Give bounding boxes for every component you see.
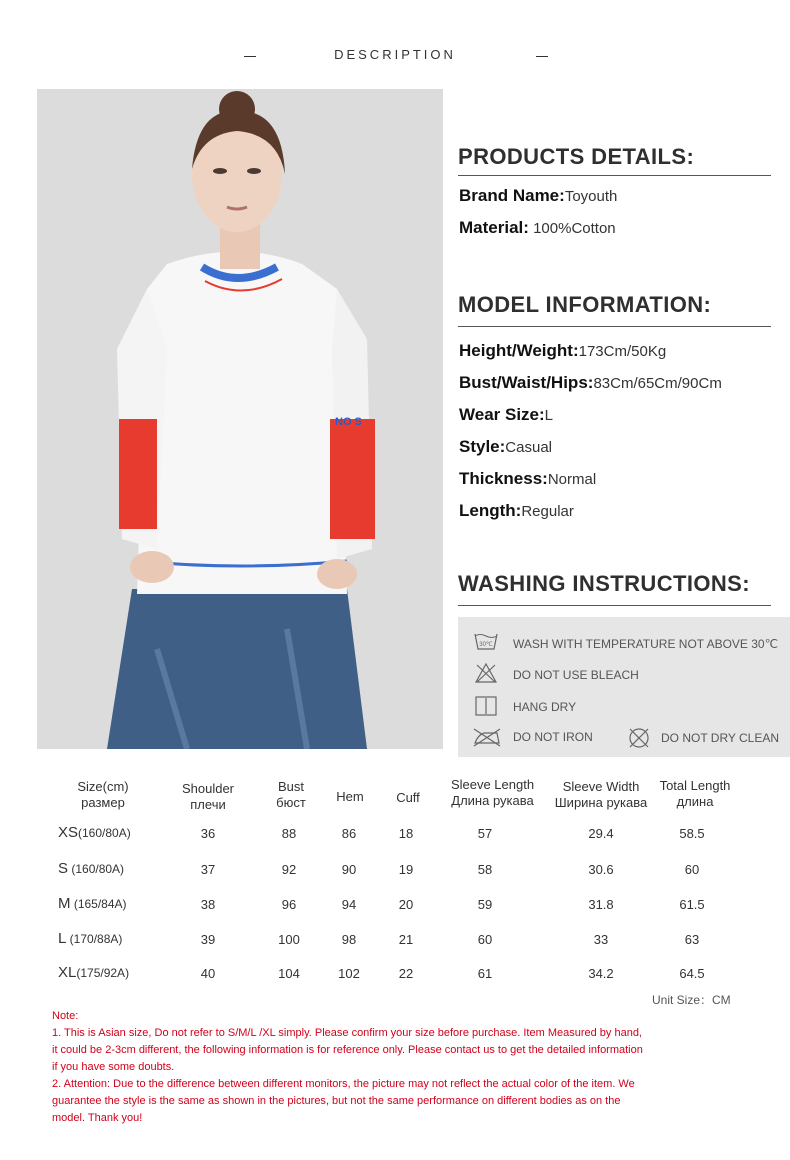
length-value: Regular bbox=[521, 503, 574, 520]
header-size-ru: размер bbox=[81, 795, 125, 810]
header-hem-en: Hem bbox=[336, 789, 364, 804]
description-title: DESCRIPTION bbox=[334, 47, 456, 62]
height-weight-value: 173Cm/50Kg bbox=[578, 343, 667, 360]
thickness-value: Normal bbox=[547, 471, 597, 488]
table-cell: 30.6 bbox=[588, 862, 614, 877]
table-cell: 37 bbox=[200, 862, 216, 877]
model-rule bbox=[458, 326, 771, 327]
no-bleach-icon bbox=[475, 663, 497, 683]
no-iron-label: DO NOT IRON bbox=[513, 730, 593, 744]
table-cell: 102 bbox=[338, 966, 360, 981]
style-value: Casual bbox=[505, 439, 552, 456]
size-label bbox=[58, 895, 127, 912]
table-cell: 20 bbox=[398, 897, 414, 912]
measurements-row bbox=[459, 373, 722, 393]
wear-size-label: Wear Size: bbox=[459, 405, 545, 424]
length-label: Length: bbox=[459, 501, 522, 520]
size-label bbox=[58, 860, 124, 877]
table-cell: 96 bbox=[281, 897, 297, 912]
note-line: model. Thank you! bbox=[52, 1112, 143, 1124]
model-illustration bbox=[37, 89, 443, 749]
table-cell: 36 bbox=[200, 826, 216, 841]
header-hem bbox=[325, 789, 375, 805]
washing-heading: WASHING INSTRUCTIONS: bbox=[458, 571, 750, 596]
no-bleach-label: DO NOT USE BLEACH bbox=[513, 668, 639, 682]
size-code: L bbox=[58, 930, 67, 947]
header-sleeve-length bbox=[440, 777, 545, 809]
washing-panel bbox=[458, 617, 790, 757]
table-cell: 88 bbox=[281, 826, 297, 841]
table-cell: 18 bbox=[398, 826, 414, 841]
height-weight-row bbox=[459, 341, 666, 361]
size-code: XS bbox=[58, 824, 79, 841]
header-bust-en: Bust bbox=[277, 779, 304, 794]
table-cell: 31.8 bbox=[588, 897, 614, 912]
size-label bbox=[58, 824, 131, 841]
header-bust-ru: бюст bbox=[276, 795, 306, 810]
header-total-length bbox=[650, 778, 740, 810]
header-cuff bbox=[383, 790, 433, 806]
header-size-en: Size(cm) bbox=[77, 779, 129, 794]
model-photo bbox=[37, 89, 443, 749]
no-iron-icon bbox=[472, 727, 502, 747]
material-label: Material: bbox=[459, 218, 529, 237]
measurements-label: Bust/Waist/Hips: bbox=[459, 373, 594, 392]
table-cell: 104 bbox=[278, 966, 300, 981]
header-size bbox=[58, 779, 148, 811]
header-shoulder-en: Shoulder bbox=[181, 781, 235, 796]
model-heading: MODEL INFORMATION: bbox=[458, 292, 712, 317]
table-cell: 33 bbox=[593, 932, 609, 947]
size-code: XL bbox=[58, 964, 77, 981]
style-row bbox=[459, 437, 552, 457]
table-cell: 19 bbox=[398, 862, 414, 877]
size-spec: (170/88A) bbox=[66, 932, 123, 946]
thickness-row bbox=[459, 469, 596, 489]
table-cell: 94 bbox=[341, 897, 357, 912]
wash-30-icon bbox=[474, 631, 498, 651]
table-cell: 100 bbox=[278, 932, 300, 947]
header-sleeve-width-en: Sleeve Width bbox=[562, 779, 640, 794]
size-code: M bbox=[58, 895, 71, 912]
table-cell: 58 bbox=[477, 862, 493, 877]
note-line: 2. Attention: Due to the difference between different monitors, the picture may not reflect the actual color of the item. We bbox=[52, 1078, 635, 1090]
unit-size: Unit Size：CM bbox=[652, 993, 731, 1007]
header-cuff-en: Cuff bbox=[396, 790, 420, 805]
table-cell: 21 bbox=[398, 932, 414, 947]
table-cell: 63 bbox=[684, 932, 700, 947]
table-cell: 59 bbox=[477, 897, 493, 912]
header-bust bbox=[260, 779, 322, 811]
size-spec: (160/80A) bbox=[78, 826, 131, 840]
table-cell: 38 bbox=[200, 897, 216, 912]
note-line: it could be 2-3cm different, the following information is for reference only. Please contact us to get the detailed information bbox=[52, 1044, 643, 1056]
no-dry-clean-label: DO NOT DRY CLEAN bbox=[661, 731, 780, 745]
header-sleeve-width bbox=[547, 779, 655, 811]
wash-temp-text: 30℃ bbox=[479, 642, 493, 648]
style-label: Style: bbox=[459, 437, 506, 456]
note-line: if you have some doubts. bbox=[52, 1061, 175, 1073]
table-cell: 92 bbox=[281, 862, 297, 877]
size-spec: (160/80A) bbox=[68, 862, 125, 876]
table-cell: 40 bbox=[200, 966, 216, 981]
header-total-length-ru: длина bbox=[676, 794, 714, 809]
note-line: 1. This is Asian size, Do not refer to S/M/L /XL simply. Please confirm your size before purchase. Item Measured by hand, bbox=[52, 1027, 642, 1039]
wash-temp-text-label: WASH WITH TEMPERATURE NOT ABOVE 30℃ bbox=[513, 637, 779, 651]
header-total-length-en: Total Length bbox=[659, 778, 731, 793]
size-code: S bbox=[58, 860, 69, 877]
size-spec: (165/84A) bbox=[70, 897, 127, 911]
note-title: Note: bbox=[52, 1010, 79, 1022]
header-dash-right bbox=[536, 56, 548, 57]
table-cell: 90 bbox=[341, 862, 357, 877]
size-label bbox=[58, 964, 129, 981]
thickness-label: Thickness: bbox=[459, 469, 548, 488]
table-cell: 39 bbox=[200, 932, 216, 947]
header-shoulder-ru: плечи bbox=[190, 797, 226, 812]
table-cell: 61.5 bbox=[679, 897, 705, 912]
wear-size-row bbox=[459, 405, 553, 425]
header-sleeve-length-ru: Длина рукава bbox=[451, 793, 534, 808]
washing-rule bbox=[458, 605, 771, 606]
note-line: guarantee the style is the same as shown in the pictures, but not the same performance on different bodies as on the bbox=[52, 1095, 621, 1107]
size-spec: (175/92A) bbox=[76, 966, 130, 980]
table-cell: 61 bbox=[477, 966, 493, 981]
table-cell: 64.5 bbox=[679, 966, 705, 981]
size-label bbox=[58, 930, 122, 947]
table-cell: 60 bbox=[477, 932, 493, 947]
material-row bbox=[459, 218, 616, 238]
table-cell: 34.2 bbox=[588, 966, 614, 981]
header-sleeve-length-en: Sleeve Length bbox=[450, 777, 535, 792]
measurements-value: 83Cm/65Cm/90Cm bbox=[593, 375, 722, 392]
brand-label: Brand Name: bbox=[459, 186, 565, 205]
shirt-print-text: NO S bbox=[335, 416, 362, 428]
table-cell: 58.5 bbox=[679, 826, 705, 841]
products-heading: PRODUCTS DETAILS: bbox=[458, 144, 695, 169]
table-cell: 29.4 bbox=[588, 826, 614, 841]
table-cell: 86 bbox=[341, 826, 357, 841]
length-row bbox=[459, 501, 574, 521]
table-cell: 60 bbox=[684, 862, 700, 877]
products-rule bbox=[458, 175, 771, 176]
header-sleeve-width-ru: Ширина рукава bbox=[554, 795, 648, 810]
header-shoulder bbox=[168, 781, 248, 813]
hang-dry-icon bbox=[475, 696, 497, 716]
material-value: 100%Cotton bbox=[528, 220, 616, 237]
brand-value: Toyouth bbox=[564, 188, 618, 205]
wear-size-value: L bbox=[544, 407, 554, 424]
hang-dry-label: HANG DRY bbox=[513, 700, 577, 714]
brand-row bbox=[459, 186, 617, 206]
table-cell: 22 bbox=[398, 966, 414, 981]
height-weight-label: Height/Weight: bbox=[459, 341, 579, 360]
table-cell: 57 bbox=[477, 826, 493, 841]
table-cell: 98 bbox=[341, 932, 357, 947]
no-dry-clean-icon bbox=[628, 727, 650, 749]
